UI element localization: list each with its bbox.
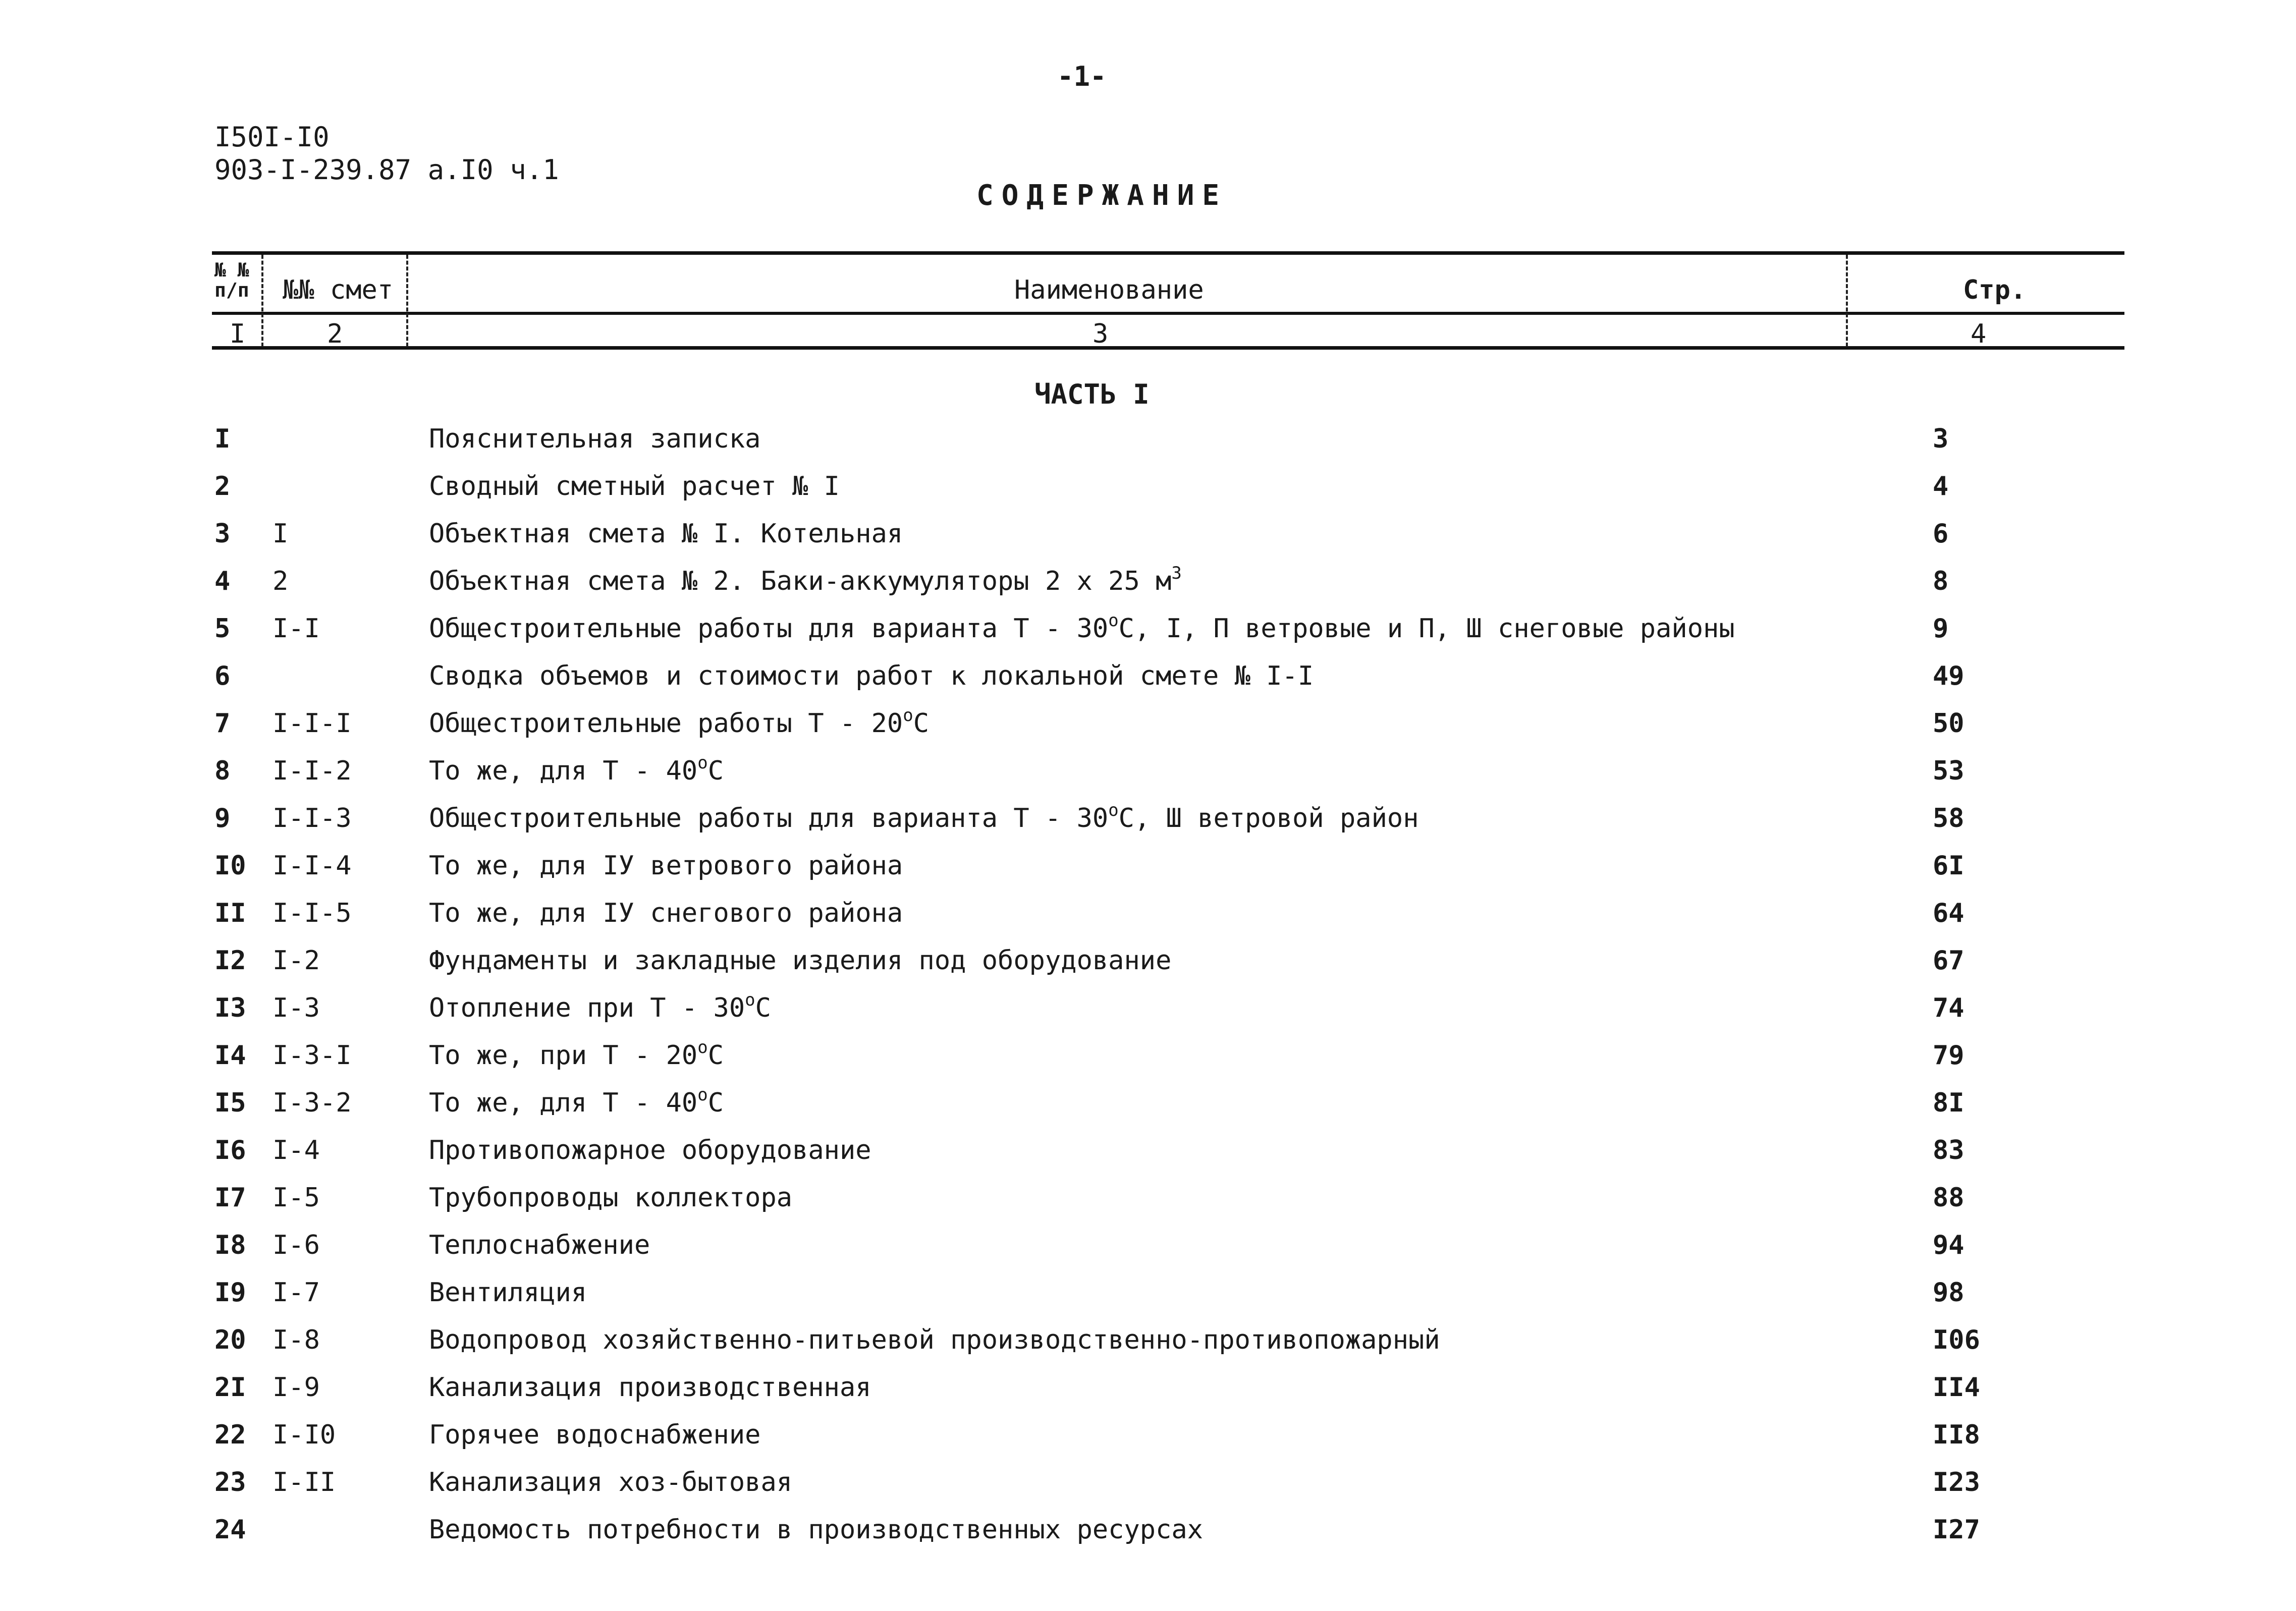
table-row <box>0 1467 2296 1508</box>
header-item-number: № № п/п <box>214 259 249 301</box>
table-row <box>0 1515 2296 1555</box>
row-page: 94 <box>1933 1230 1964 1260</box>
row-number: 24 <box>214 1515 246 1545</box>
row-page: 98 <box>1933 1277 1964 1308</box>
table-row <box>0 424 2296 464</box>
row-name: Канализация производственная <box>429 1372 871 1403</box>
row-estimate-number: I-3-I <box>272 1040 352 1071</box>
row-estimate-number: I-I0 <box>272 1420 336 1450</box>
row-name: Противопожарное оборудование <box>429 1135 871 1165</box>
table-row <box>0 1183 2296 1223</box>
row-page: II4 <box>1933 1372 1980 1403</box>
row-name: Сводный сметный расчет № I <box>429 471 840 502</box>
row-name: То же, для Т - $40^оС$ <box>429 1085 724 1118</box>
row-name: Фундаменты и закладные изделия под оборудование <box>429 946 1172 976</box>
row-estimate-number: I-II <box>272 1467 336 1497</box>
row-number: I0 <box>214 851 246 881</box>
row-name: Общестроительные работы для варианта Т - $30^оС$, Ш ветровой район <box>429 800 1419 834</box>
row-number: 6 <box>214 661 231 691</box>
row-page: 64 <box>1933 898 1964 928</box>
row-estimate-number: I-5 <box>272 1183 320 1213</box>
row-page: 9 <box>1933 614 1949 644</box>
row-number: 3 <box>214 519 231 549</box>
row-page: 8I <box>1933 1088 1964 1118</box>
row-name: Трубопроводы коллектора <box>429 1183 793 1213</box>
table-row <box>0 1230 2296 1270</box>
row-name: Канализация хоз-бытовая <box>429 1467 793 1497</box>
row-page: I06 <box>1933 1325 1980 1355</box>
row-page: 3 <box>1933 424 1949 454</box>
row-number: I6 <box>214 1135 246 1165</box>
table-row <box>0 519 2296 559</box>
row-number: 9 <box>214 803 231 834</box>
row-name: Объектная смета № I. Котельная <box>429 519 903 549</box>
row-page: 67 <box>1933 946 1964 976</box>
table-numbers-rule <box>212 346 2124 350</box>
row-estimate-number: I-3-2 <box>272 1088 352 1118</box>
row-page: 83 <box>1933 1135 1964 1165</box>
row-estimate-number: I <box>272 519 289 549</box>
row-name: То же, для IУ снегового района <box>429 898 903 928</box>
table-row <box>0 661 2296 701</box>
project-code: 903-I-239.87 а.I0 ч.1 <box>214 154 559 186</box>
row-page: 6 <box>1933 519 1949 549</box>
row-number: II <box>214 898 246 928</box>
row-name: Пояснительная записка <box>429 424 761 454</box>
header-page: Стр. <box>1963 275 2027 305</box>
table-row <box>0 610 2296 654</box>
table-row <box>0 753 2296 796</box>
table-row <box>0 898 2296 938</box>
row-number: I3 <box>214 993 246 1023</box>
row-page: 8 <box>1933 566 1949 596</box>
table-header-rule <box>212 312 2124 315</box>
row-estimate-number: I-4 <box>272 1135 320 1165</box>
row-page: 58 <box>1933 803 1964 834</box>
row-page: 88 <box>1933 1183 1964 1213</box>
row-estimate-number: I-2 <box>272 946 320 976</box>
row-page: I23 <box>1933 1467 1980 1497</box>
table-row <box>0 1037 2296 1081</box>
table-row <box>0 705 2296 749</box>
row-name: Водопровод хозяйственно-питьевой производственно-противопожарный <box>429 1325 1440 1355</box>
row-name: Общестроительные работы Т - $20^оС$ <box>429 705 929 739</box>
row-number: 22 <box>214 1420 246 1450</box>
column-divider <box>1846 255 1848 347</box>
page-title: СОДЕРЖАНИЕ <box>976 179 1228 212</box>
row-estimate-number: I-3 <box>272 993 320 1023</box>
table-row <box>0 946 2296 986</box>
row-estimate-number: I-I-2 <box>272 756 352 786</box>
table-row <box>0 1277 2296 1318</box>
column-number: I <box>230 319 246 349</box>
table-top-rule <box>212 251 2124 255</box>
row-page: I27 <box>1933 1515 1980 1545</box>
row-estimate-number: I-6 <box>272 1230 320 1260</box>
row-estimate-number: I-I <box>272 614 320 644</box>
table-row <box>0 1372 2296 1413</box>
document-code: I50I-I0 <box>214 121 330 153</box>
row-number: I4 <box>214 1040 246 1071</box>
row-number: I2 <box>214 946 246 976</box>
row-name: Ведомость потребности в производственных ресурсах <box>429 1515 1204 1545</box>
row-name: То же, для Т - $40^оС$ <box>429 753 724 786</box>
row-name: Теплоснабжение <box>429 1230 650 1260</box>
section-heading: ЧАСТЬ I <box>1034 378 1150 410</box>
row-name: Горячее водоснабжение <box>429 1420 761 1450</box>
row-page: 74 <box>1933 993 1964 1023</box>
header-name: Наименование <box>1014 275 1204 305</box>
column-number: 3 <box>1092 319 1109 349</box>
table-row <box>0 990 2296 1033</box>
row-page: 49 <box>1933 661 1964 691</box>
row-number: 5 <box>214 614 231 644</box>
row-number: 8 <box>214 756 231 786</box>
row-page: 50 <box>1933 708 1964 739</box>
row-estimate-number: I-7 <box>272 1277 320 1308</box>
row-estimate-number: I-8 <box>272 1325 320 1355</box>
row-estimate-number: I-I-5 <box>272 898 352 928</box>
row-number: 23 <box>214 1467 246 1497</box>
column-number: 4 <box>1971 319 1987 349</box>
row-name: Общестроительные работы для варианта Т - $30^оС$, I, П ветровые и П, Ш снеговые районы <box>429 610 1735 644</box>
row-page: 79 <box>1933 1040 1964 1071</box>
table-row <box>0 471 2296 512</box>
row-number: I <box>214 424 231 454</box>
row-number: I9 <box>214 1277 246 1308</box>
table-row <box>0 1135 2296 1176</box>
row-estimate-number: 2 <box>272 566 289 596</box>
row-page: 4 <box>1933 471 1949 502</box>
row-number: 2 <box>214 471 231 502</box>
row-number: 7 <box>214 708 231 739</box>
table-row <box>0 563 2296 606</box>
column-divider <box>261 255 263 347</box>
row-name: То же, при Т - $20^оС$ <box>429 1037 724 1071</box>
row-estimate-number: I-9 <box>272 1372 320 1403</box>
table-row <box>0 1085 2296 1128</box>
column-divider <box>406 255 408 347</box>
row-estimate-number: I-I-3 <box>272 803 352 834</box>
row-name: Объектная смета № 2. Баки-аккумуляторы 2 х 25 $м^3$ <box>429 563 1182 596</box>
row-name: Вентиляция <box>429 1277 587 1308</box>
row-estimate-number: I-I-4 <box>272 851 352 881</box>
row-page: 6I <box>1933 851 1964 881</box>
row-page: 53 <box>1933 756 1964 786</box>
table-row <box>0 851 2296 891</box>
row-estimate-number: I-I-I <box>272 708 352 739</box>
row-number: 2I <box>214 1372 246 1403</box>
row-number: I8 <box>214 1230 246 1260</box>
column-number: 2 <box>327 319 343 349</box>
table-row <box>0 1420 2296 1460</box>
row-name: То же, для IУ ветрового района <box>429 851 903 881</box>
row-name: Сводка объемов и стоимости работ к локальной смете № I-I <box>429 661 1314 691</box>
row-page: II8 <box>1933 1420 1980 1450</box>
row-number: 20 <box>214 1325 246 1355</box>
table-row <box>0 800 2296 844</box>
header-estimate-number: №№ смет <box>283 275 394 305</box>
row-number: I7 <box>214 1183 246 1213</box>
row-number: 4 <box>214 566 231 596</box>
page-number: -1- <box>1057 61 1107 92</box>
row-name: Отопление при Т - $30^оС$ <box>429 990 771 1023</box>
table-row <box>0 1325 2296 1365</box>
row-number: I5 <box>214 1088 246 1118</box>
